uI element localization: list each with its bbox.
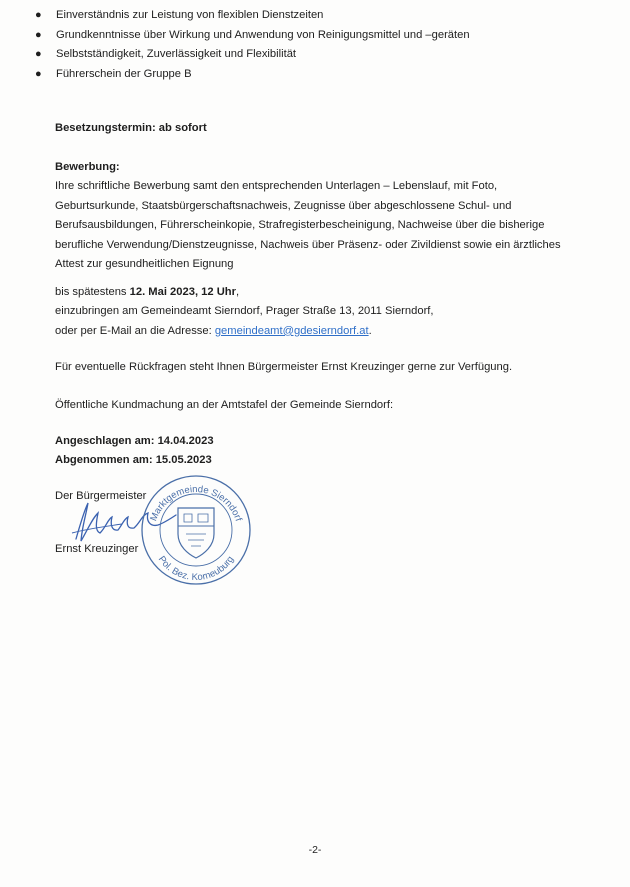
bewerbung-line: Attest zur gesundheitlichen Eignung [55,258,234,271]
list-item: ● Grundkenntnisse über Wirkung und Anwendung von Reinigungsmittel und –geräten [35,26,470,46]
svg-text:Marktgemeinde Sierndorf: Marktgemeinde Sierndorf [148,483,244,523]
address-line: einzubringen am Gemeindeamt Sierndorf, Prager Straße 13, 2011 Sierndorf, [55,305,434,318]
list-item: ● Selbstständigkeit, Zuverlässigkeit und Flexibilität [35,45,470,65]
deadline-section [55,283,434,341]
bewerbung-line: Geburtsurkunde, Staatsbürgerschaftsnachweis, Zeugnisse über abgeschlossene Schul- und [55,199,512,212]
bewerbung-line: Ihre schriftliche Bewerbung samt den entsprechenden Unterlagen – Lebenslauf, mit Foto, [55,180,498,193]
requirements-list [35,6,470,84]
deadline-line: bis spätestens 12. Mai 2023, 12 Uhr, [55,286,240,298]
bewerbung-line: berufliche Verwendung/Dienstzeugnisse, Nachweis über Präsenz- oder Zivildienst sowie ein ärztliches [55,238,561,251]
signature-name: Ernst Kreuzinger [55,543,139,555]
list-item: ● Einverständnis zur Leistung von flexiblen Dienstzeiten [35,6,470,26]
svg-text:Pol. Bez. Korneuburg: Pol. Bez. Korneuburg [155,554,237,584]
deadline-date: 12. Mai 2023, 12 Uhr [129,286,236,298]
list-item: ● Führerschein der Gruppe B [35,65,470,85]
page-number: -2- [308,844,322,856]
email-line: oder per E-Mail an die Adresse: gemeindeamt@gdesierndorf.at. [55,324,372,337]
bewerbung-section [55,158,561,274]
kundmachung-text: Öffentliche Kundmachung an der Amtstafel der Gemeinde Sierndorf: [55,399,394,411]
bewerbung-heading: Bewerbung: [55,161,120,173]
bullet-icon: ● [35,67,42,80]
abgenommen-date: Abgenommen am: 15.05.2023 [55,454,212,466]
bullet-icon: ● [35,28,42,41]
bullet-icon: ● [35,48,42,61]
rueckfragen-text: Für eventuelle Rückfragen steht Ihnen Bürgermeister Ernst Kreuzinger gerne zur Verfügung. [55,361,513,373]
bewerbung-line: Berufsausbildungen, Führerscheinkopie, Strafregisterbescheinigung, Nachweise über die bisherige [55,219,545,232]
bullet-icon: ● [35,9,42,21]
besetzungstermin: Besetzungstermin: ab sofort [55,122,207,134]
signature-title: Der Bürgermeister [55,490,147,502]
official-seal-icon [140,474,252,586]
angeschlagen-date: Angeschlagen am: 14.04.2023 [55,435,214,447]
email-link[interactable]: gemeindeamt@gdesierndorf.at [214,324,369,337]
